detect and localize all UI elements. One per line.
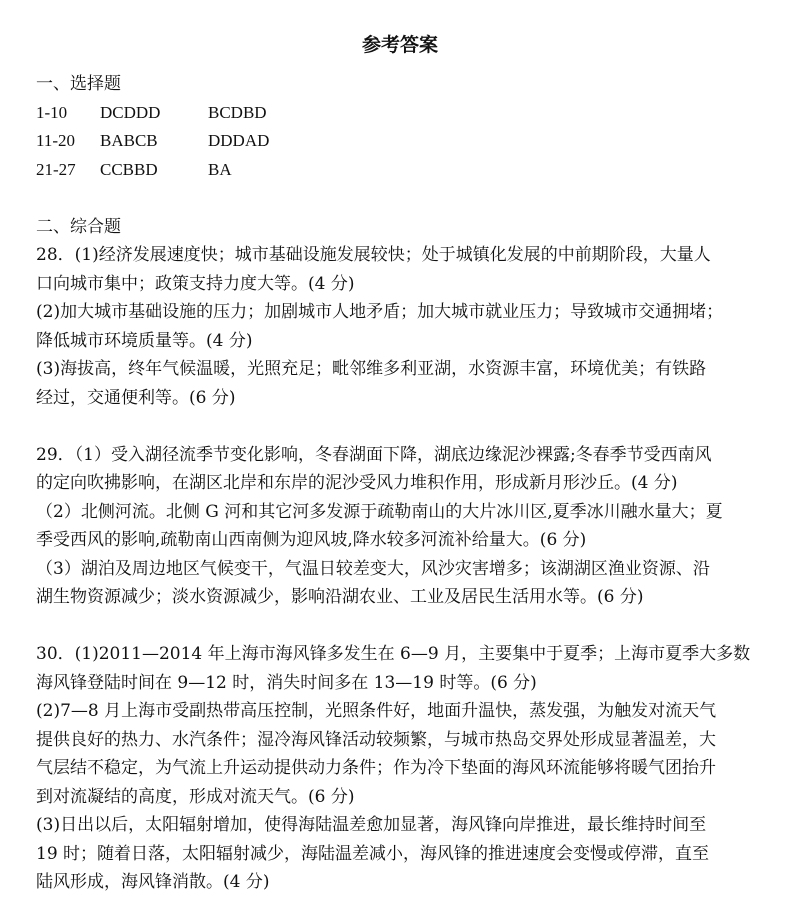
text-line: 降低城市环境质量等。(4 分) [36,330,253,351]
text-line: 的定向吹拂影响，在湖区北岸和东岸的泥沙受风力堆积作用，形成新月形沙丘。(4 分) [36,473,678,493]
text-line: 到对流凝结的高度，形成对流天气。(6 分) [36,786,355,807]
text-line: 经过，交通便利等。(6 分) [36,387,236,408]
text-line: (2)加大城市基础设施的压力；加剧城市人地矛盾；加大城市就业压力；导致城市交通拥堵； [36,302,724,322]
question-28 [36,241,776,412]
text-line: 19 时；随着日落，太阳辐射减少，海陆温差减小，海风锋的推进速度会变慢或停滞，直至 [36,843,710,864]
text-line: 提供良好的热力、水汽条件；湿冷海风锋活动较频繁，与城市热岛交界处形成显著温差，大 [36,729,716,750]
text-line: （2）北侧河流。北侧 G 河和其它河多发源于疏勒南山的大片冰川区,夏季冰川融水量大；夏 [36,501,723,522]
text-line: (3)日出以后，太阳辐射增加，使得海陆温差愈加显著，海风锋向岸推进，最长维持时间至 [36,815,707,835]
spacer [36,412,776,441]
section-heading-comprehensive: 二、综合题 [36,216,121,237]
text-line: 陆风形成，海风锋消散。(4 分) [36,872,270,892]
text-line: （3）湖泊及周边地区气候变干，气温日较差变大，风沙灾害增多；该湖湖区渔业资源、沿 [36,558,710,579]
text-line: 29．（1）受入湖径流季节变化影响，冬春湖面下降，湖底边缘泥沙裸露;冬春季节受西南风 [36,444,712,465]
question-range: 11-20 [36,131,76,150]
text-line: 海风锋登陆时间在 9—12 时，消失时间多在 13—19 时等。(6 分) [36,672,537,693]
text-line: 28．(1)经济发展速度快；城市基础设施发展较快；处于城镇化发展的中前期阶段，大量人 [36,245,711,265]
answer-group: DDDAD [208,131,270,150]
text-line: (2)7—8 月上海市受副热带高压控制，光照条件好，地面升温快，蒸发强，为触发对流天气 [36,701,717,721]
text-line: 30．(1)2011—2014 年上海市海风锋多发生在 6—9 月，主要集中于夏季；上海市夏季大多数 [36,644,751,664]
answer-group: BA [208,159,232,179]
answer-content [36,70,776,897]
spacer [36,612,776,641]
answer-row [36,127,776,156]
section-heading-choice: 一、选择题 [36,74,121,94]
question-29 [36,441,776,612]
answer-row [36,156,776,185]
page-title: 参考答案 [361,34,438,56]
question-30 [36,640,776,897]
answer-row [36,99,776,128]
question-range: 21-27 [36,159,76,179]
text-line: 季受西风的影响,疏勒南山西南侧为迎风坡,降水较多河流补给量大。(6 分) [36,530,587,550]
answer-group: BABCB [100,131,158,150]
answer-group: CCBBD [100,159,158,179]
spacer [36,184,776,213]
answer-group: DCDDD [100,102,161,122]
text-line: 口向城市集中；政策支持力度大等。(4 分) [36,273,355,294]
question-range: 1-10 [36,102,68,122]
text-line: (3)海拔高，终年气候温暖，光照充足；毗邻维多利亚湖，水资源丰富，环境优美；有铁路 [36,359,707,379]
text-line: 湖生物资源减少；淡水资源减少，影响沿湖农业、工业及居民生活用水等。(6 分) [36,587,644,607]
text-line: 气层结不稳定，为气流上升运动提供动力条件；作为冷下垫面的海风环流能够将暖气团抬升 [36,758,716,778]
answer-group: BCDBD [208,102,267,122]
